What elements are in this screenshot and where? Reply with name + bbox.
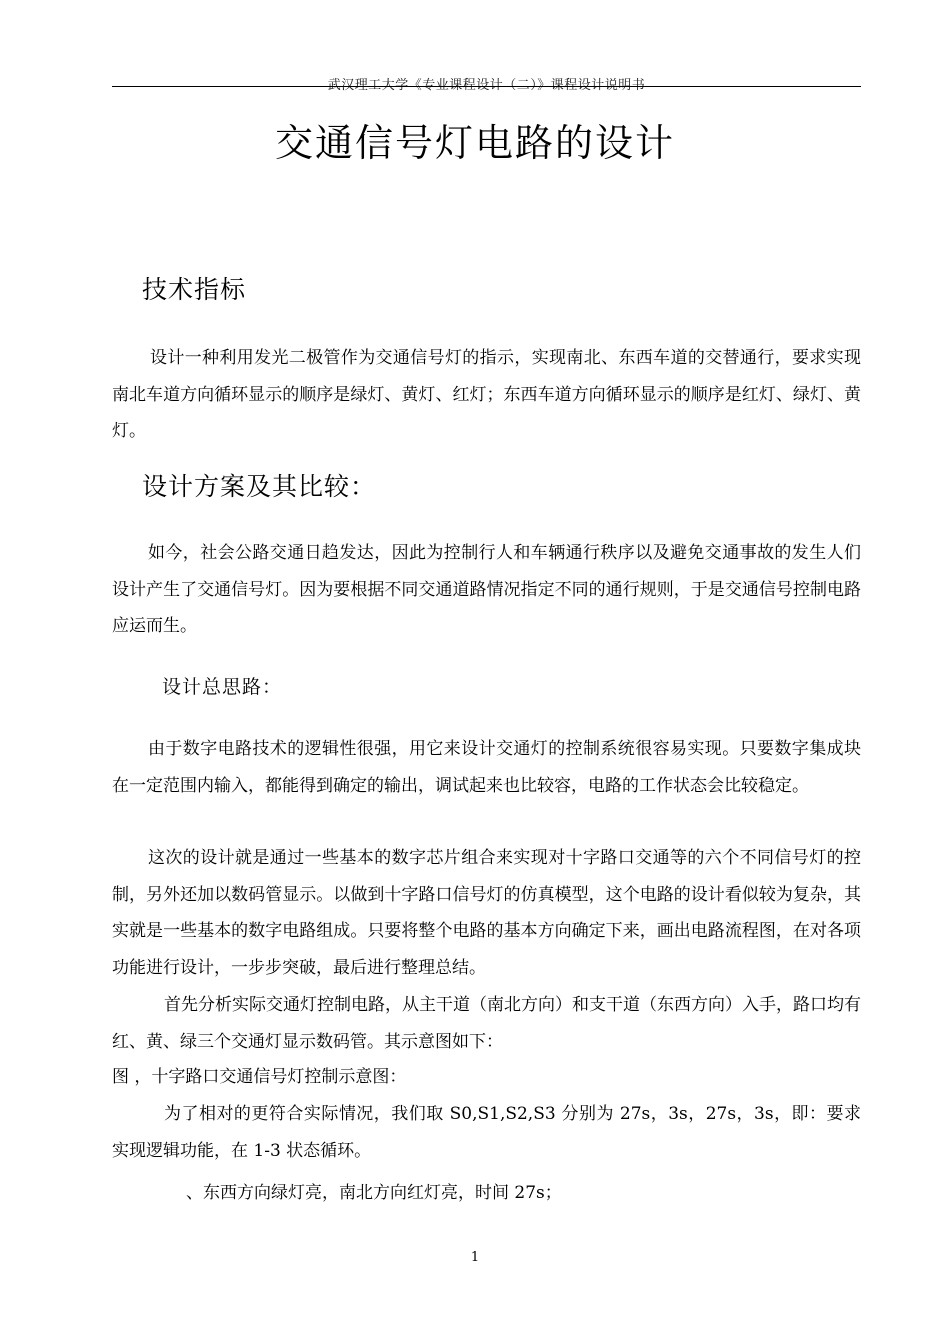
tech-paragraph: 设计一种利用发光二极管作为交通信号灯的指示，实现南北、东西车道的交替通行，要求实现南北车道方向循环显示的顺序是绿灯、黄灯、红灯；东西车道方向循环显示的顺序是红灯、绿灯、黄灯。 — [112, 348, 861, 441]
scheme-paragraph: 如今，社会公路交通日趋发达，因此为控制行人和车辆通行秩序以及避免交通事故的发生人们设计产生了交通信号灯。因为要根据不同交通道路情况指定不同的通行规则，于是交通信号控制电路应运而生。 — [112, 543, 861, 636]
idea-paragraph-4: 为了相对的更符合实际情况，我们取 S0,S1,S2,S3 分别为 27s，3s，27s，3s，即：要求实现逻辑功能，在 1-3 状态循环。 — [112, 1104, 861, 1161]
idea-paragraph-3: 首先分析实际交通灯控制电路，从主干道（南北方向）和支干道（东西方向）入手，路口均有红、黄、绿三个交通灯显示数码管。其示意图如下： — [112, 995, 861, 1052]
header-rule — [112, 86, 861, 87]
state-line: 、东西方向绿灯亮，南北方向红灯亮，时间 27s； — [186, 1183, 562, 1203]
idea-paragraph-1: 由于数字电路技术的逻辑性很强，用它来设计交通灯的控制系统很容易实现。只要数字集成块在一定范围内输入，都能得到确定的输出，调试起来也比较容，电路的工作状态会比较稳定。 — [112, 739, 861, 796]
section-heading-idea: 设计总思路： — [162, 676, 283, 698]
document-title: 交通信号灯电路的设计 — [274, 121, 675, 165]
idea-paragraph-2: 这次的设计就是通过一些基本的数字芯片组合来实现对十字路口交通等的六个不同信号灯的控制，另外还加以数码管显示。以做到十字路口信号灯的仿真模型，这个电路的设计看似较为复杂，其实就是一些基本的数字电路组成。只要将整个电路的基本方向确定下来，画出电路流程图，在对各项功能进行设计，一步步突破，最后进行整理总结。 — [112, 848, 861, 978]
page-number: 1 — [470, 1250, 480, 1265]
page-header: 武汉理工大学《专业课程设计（二）》课程设计说明书 — [327, 78, 646, 93]
figure-caption: 图 ，十字路口交通信号灯控制示意图： — [112, 1067, 407, 1087]
section-heading-tech: 技术指标 — [142, 275, 247, 304]
section-heading-scheme: 设计方案及其比较： — [142, 472, 377, 501]
